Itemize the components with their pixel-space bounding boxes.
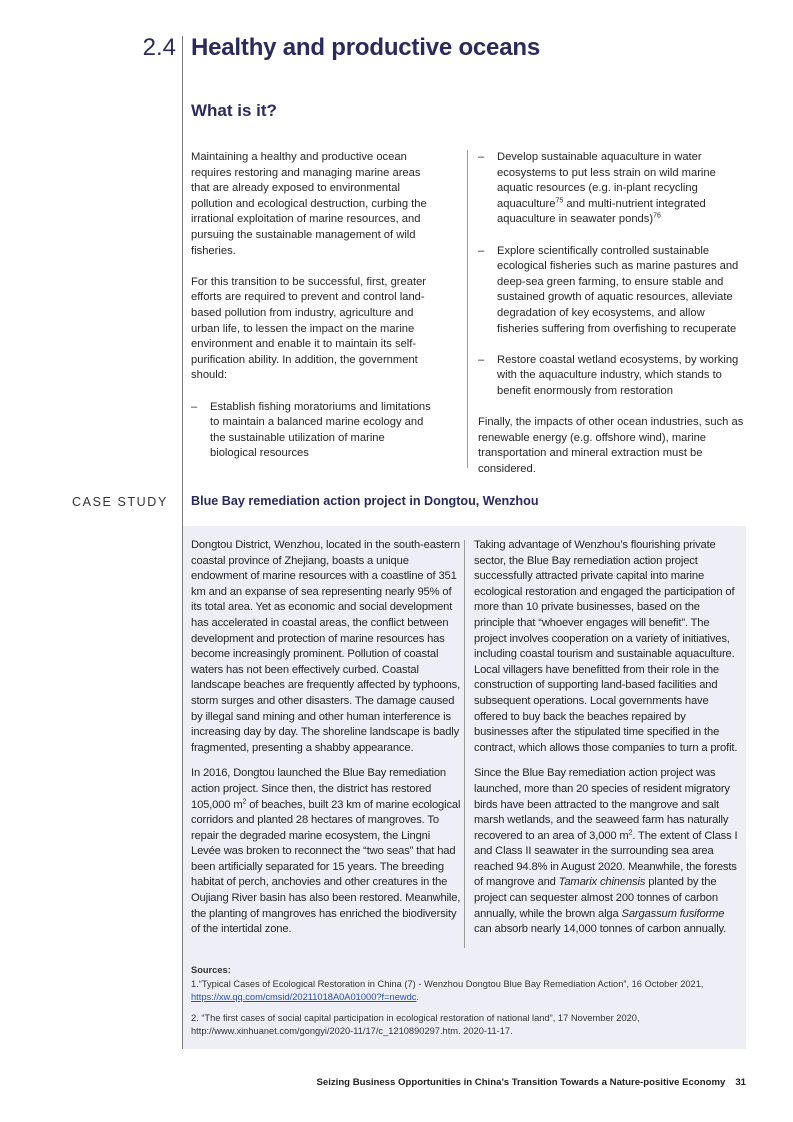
superscript-2: 2 [242,797,247,805]
intro-right-column [478,150,748,493]
intro-paragraph-2: For this transition to be successful, first, greater efforts are required to prevent and control land-based pollution from industry, agriculture and urban life, to lessen the impact on the marine environment and enable it to maintain its self-purification ability. In addition, the government should: [191,275,427,382]
case-text-part: of beaches, built 23 km of marine ecological corridors and planted 28 hectares of mangroves. To repair the degraded marine ecosystem, the Lingni Levée was broken to reconnect the “two seas” that had been artificially separated for 15 years. The breeding habitat of perch, anchovies and other creatures in the Oujiang River basin has also been restored. Meanwhile, the planting of mangroves has enriched the biodiversity of the intertidal zone. [191,798,461,936]
species-name-sargassum: Sargassum fusiforme [621,907,725,920]
case-text-part: . The extent of Class I and Class II seawater in the surrounding sea area reached 94.8% in August 2020. Meanwhile, the forests of mangrove and [474,829,738,889]
bullet-item-coastal-wetland [478,353,748,400]
source-item-1 [191,978,741,1005]
footnote-ref-76: 76 [653,212,661,220]
bullet-item-sustainable-aquaculture [478,150,748,228]
case-paragraph-4 [474,766,740,938]
bullet-text: Establish fishing moratoriums and limitations to maintain a balanced marine ecology and the sustainable utilization of marine biological resources [210,400,431,460]
case-left-column [191,538,461,948]
source-text: 1.“Typical Cases of Ecological Restoration in China (7) - Wenzhou Dongtou Blue Bay Remediation Action”, 16 October 2021, [191,978,704,989]
bullet-item-fishing-moratoriums [191,400,431,462]
sources-heading: Sources: [191,965,231,975]
bullet-text: Restore coastal wetland ecosystems, by working with the aquaculture industry, which stands to benefit enormously from restoration [497,353,739,397]
intro-paragraph-1: Maintaining a healthy and productive ocean requires restoring and managing marine areas that are already exposed to environmental pollution and ecological destruction, curbing the irrational exploitation of marine resources, and pursuing the sustainable management of wild fisheries. [191,151,427,257]
superscript-2: 2 [628,828,633,836]
bullet-text: Explore scientifically controlled sustainable ecological fisheries such as marine pastures and deep-sea green farming, to ensure stable and sustained growth of aquatic resources, alleviate degradation of key ecosystems, and allow fisheries suffering from overfishing to recuperate [497,244,739,335]
sources-block [191,964,741,1046]
source-item-2: 2. “The first cases of social capital participation in ecological restoration of national land”, 17 November 2020, http://www.xinhuanet.com/gongyi/2020-11/17/c_1210890297.htm. 2020-11-17. [191,1012,640,1037]
page-number: 31 [735,1077,746,1088]
intro-left-column [191,150,431,477]
bullet-dash: – [191,400,198,413]
case-paragraph-1: Dongtou District, Wenzhou, located in the south-eastern coastal province of Zhejiang, boasts a unique endowment of marine resources with a coastline of 351 km and an expanse of sea representing nearly 95% of its total area. Yet as economic and social development has accelerated in coastal areas, the conflict between development and protection of marine resources has become increasingly prominent. Pollution of coastal waters has not been effectively curbed. Coastal landscape beaches are frequently affected by typhoons, storm surges and other disasters. The damage caused by illegal sand mining and other human interference is increasing day by day. The shoreline landscape is badly fragmented, presenting a shabby appearance. [191,539,461,754]
intro-final-paragraph: Finally, the impacts of other ocean industries, such as renewable energy (e.g. offshore wind), marine transportation and mineral extraction must be considered. [478,416,744,475]
footnote-ref-75: 75 [555,197,564,205]
case-text-part: Since the Blue Bay remediation action project was launched, more than 20 species of resident migratory birds have been attracted to the mangrove and salt marsh wetlands, and the seaweed farm has naturally recovered to an area of 3,000 m [474,767,730,842]
bullet-dash: – [478,151,485,163]
bullet-text [497,151,716,225]
bullet-dash: – [478,353,485,366]
case-paragraph-2 [191,766,461,938]
case-paragraph-3: Taking advantage of Wenzhou’s flourishing private sector, the Blue Bay remediation action project successfully attracted private capital into marine ecological restoration and engaged the participation of more than 10 private businesses, based on the principle that “whoever engages will benefit”. The project involves cooperation on a variety of initiatives, including coastal tourism and sustainable aquaculture. Local villagers have benefitted from their role in the construction of supporting land-based facilities and subsequent operations. Local governments have offered to buy back the beaches repaired by businesses after the stipulated time specified in the contract, which allows those companies to turn a profit. [474,539,738,754]
case-text-part: planted by the project can sequester almost 200 tonnes of carbon annually, while the brown alga [474,876,718,920]
source-link[interactable]: https://xw.qq.com/cmsid/20211018A0A01000?f=newdc [191,992,417,1003]
case-column-divider [464,540,465,948]
bullet-text-part: and multi-nutrient integrated aquaculture in seawater ponds) [497,197,706,226]
section-number: 2.4 [142,34,176,61]
case-text-part: In 2016, Dongtou launched the Blue Bay remediation action project. Since then, the district has restored 105,000 m [191,767,446,811]
column-divider [467,150,468,468]
bullet-dash: – [478,244,485,257]
source-text-end: . [416,992,420,1003]
case-study-title: Blue Bay remediation action project in Dongtou, Wenzhou [191,494,539,508]
case-text-part: can absorb nearly 14,000 tonnes of carbon annually. [474,923,727,936]
bullet-text-part: Develop sustainable aquaculture in water ecosystems to put less strain on wild marine aquatic resources (e.g. in-plant recycling aquaculture [497,151,716,210]
case-study-label: CASE STUDY [72,495,168,509]
page-footer [312,1077,746,1088]
section-subtitle: What is it? [191,101,277,120]
species-name-tamarix: Tamarix chinensis [558,876,646,889]
bullet-item-ecological-fisheries [478,244,748,338]
case-right-column [474,538,740,948]
footer-title: Seizing Business Opportunities in China’s Transition Towards a Nature-positive Economy [316,1077,726,1088]
page-title: Healthy and productive oceans [191,34,540,61]
